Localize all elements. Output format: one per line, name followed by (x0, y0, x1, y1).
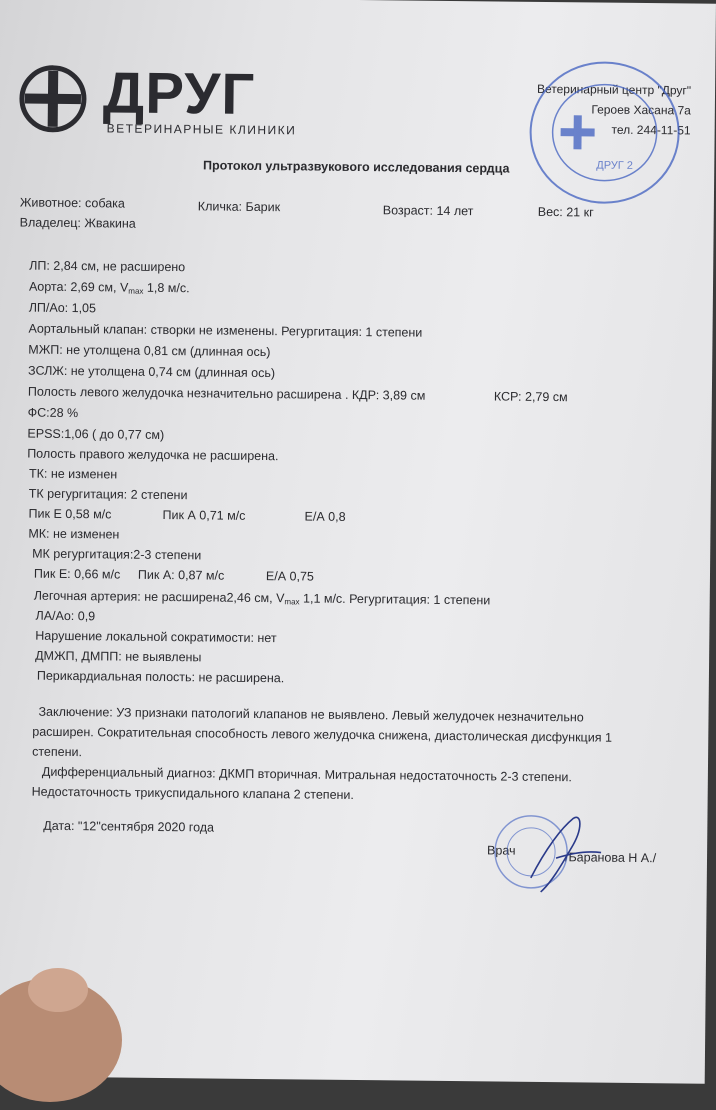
conclusion-line-2: расширен. Сократительная способность левого желудочка снижена, диастолическая дисфункция 1 (32, 724, 613, 745)
patient-name: Кличка: Барик (197, 199, 281, 215)
patient-age: Возраст: 14 лет (382, 203, 474, 219)
document-date: Дата: "12"сентября 2020 года (43, 818, 215, 835)
tk-ea: Е/А 0,8 (304, 509, 346, 524)
lv-cavity-line: Полость левого желудочка незначительно расширена . КДР: 3,89 см (27, 384, 426, 403)
cross-logo-icon (19, 64, 88, 133)
mzhp-line: МЖП: не утолщена 0,81 см (длинная ось) (28, 342, 271, 360)
pulmonary-artery-line: Легочная артерия: не расширена2,46 см, $V_{max}$ 1,1 м/с. Регургитация: 1 степени (33, 588, 491, 608)
patient-owner: Владелец: Жвакина (19, 215, 136, 231)
clinic-stamp (526, 58, 684, 208)
logo-subtitle: ВЕТЕРИНАРНЫЕ КЛИНИКИ (106, 121, 297, 138)
ksr-line: КСР: 2,79 см (493, 389, 568, 405)
document-title: Протокол ультразвукового исследования сердца (202, 158, 510, 176)
thumb-photo (0, 950, 130, 1110)
doctor-signature (511, 808, 622, 899)
zslzh-line: ЗСЛЖ: не утолщена 0,74 см (длинная ось) (28, 363, 276, 381)
tk-peak-e: Пик Е 0,58 м/с (28, 506, 112, 522)
doctor-label: Врач (487, 843, 516, 858)
clinic-name: Ветеринарный центр "Друг" (536, 81, 692, 98)
tk-line: ТК: не изменен (28, 466, 118, 482)
tk-regurgitation-line: ТК регургитация: 2 степени (28, 486, 188, 503)
patient-weight: Вес: 21 кг (537, 204, 594, 220)
epss-line: EPSS:1,06 ( до 0,77 см) (27, 426, 165, 442)
tk-peak-a: Пик А 0,71 м/с (162, 507, 246, 523)
dmzhp-line: ДМЖП, ДМПП: не выявлены (35, 648, 202, 665)
lp-line: ЛП: 2,84 см, не расширено (29, 258, 186, 275)
conclusion-line-3: степени. (32, 744, 83, 760)
lp-ao-line: ЛП/Ао: 1,05 (28, 300, 97, 316)
diagnosis-line-2: Недостаточность трикуспидального клапана 2 степени. (31, 784, 354, 803)
stamp-text: ДРУГ 2 (596, 159, 634, 172)
aortic-valve-line: Аортальный клапан: створки не изменены. Регургитация: 1 степени (28, 321, 423, 340)
la-ao-line: ЛА/Ао: 0,9 (35, 608, 96, 624)
conclusion-line-1: Заключение: УЗ признаки патологий клапанов не выявлено. Левый желудочек незначительно (38, 704, 584, 725)
patient-animal: Животное: собака (19, 195, 125, 211)
local-contractility-line: Нарушение локальной сократимости: нет (35, 628, 277, 646)
fs-line: ФС:28 % (27, 405, 79, 421)
mk-ea: Е/А 0,75 (265, 569, 314, 584)
aorta-line: Аорта: 2,69 см, $V_{max}$ 1,8 м/с. (28, 279, 190, 296)
pericardium-line: Перикардиальная полость: не расширена. (36, 668, 285, 686)
mk-peak-a: Пик А: 0,87 м/с (137, 567, 225, 583)
mk-regurgitation-line: МК регургитация:2-3 степени (32, 546, 202, 563)
mk-line: МК: не изменен (28, 526, 120, 542)
diagnosis-line-1: Дифференциальный диагноз: ДКМП вторичная. Митральная недостаточность 2-3 степени. (41, 764, 572, 785)
rv-cavity-line: Полость правого желудочка не расширена. (27, 446, 279, 464)
doctor-name: /Баранова Н А./ (564, 850, 657, 866)
clinic-phone: тел. 244-11-51 (611, 122, 691, 138)
mk-peak-e: Пик Е: 0,66 м/с (33, 566, 121, 582)
clinic-address: Героев Хасана 7а (591, 102, 691, 118)
logo-name: ДРУГ (102, 60, 256, 127)
